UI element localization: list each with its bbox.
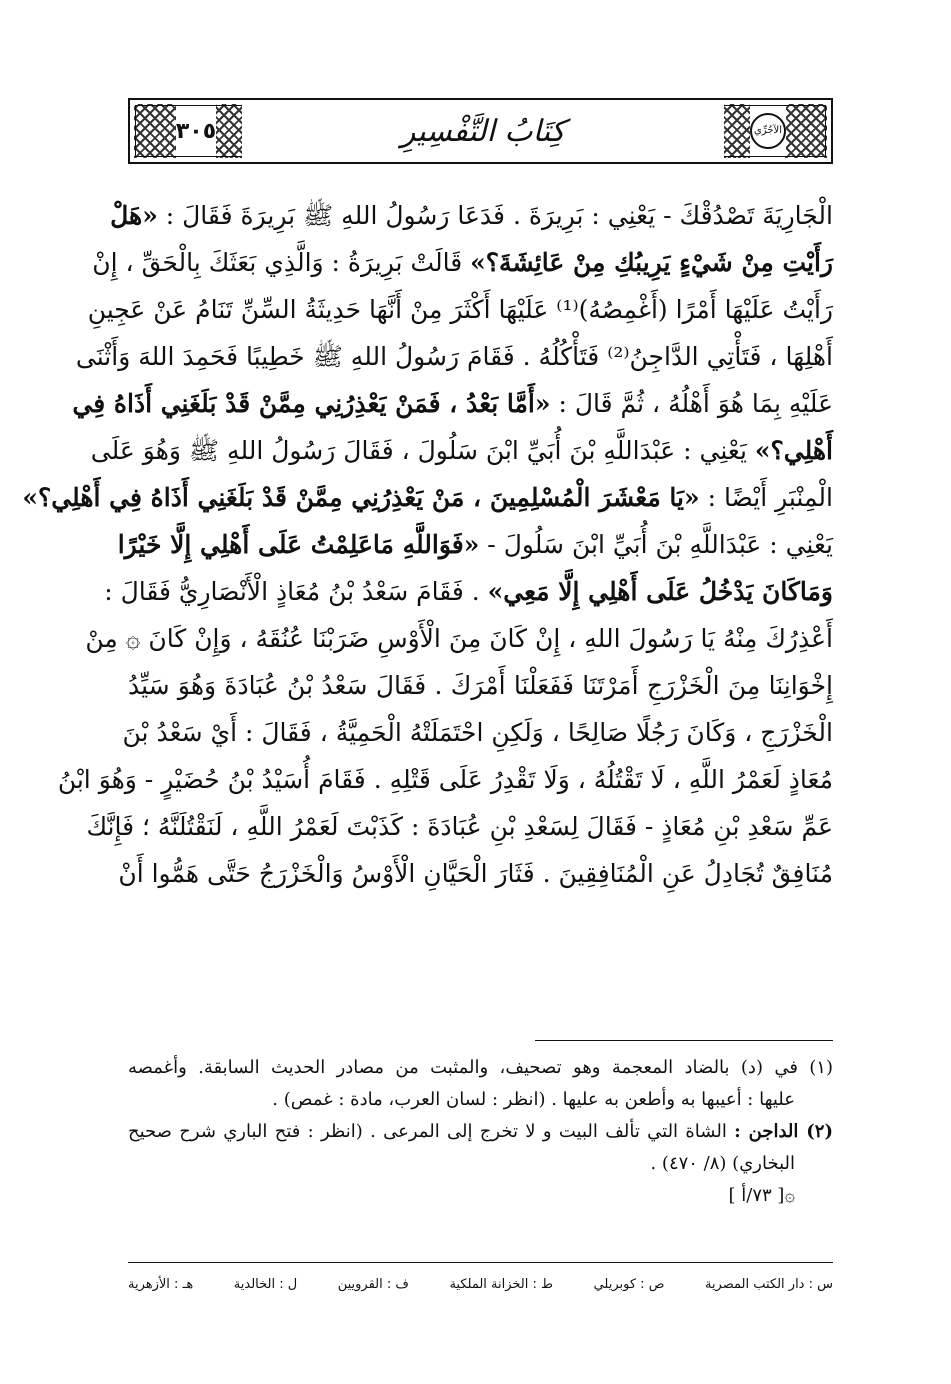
text-run: قَالَتْ بَرِيرَةُ : وَالَّذِي بَعَثَكَ بِالْحَقِّ ، إِنْ <box>92 248 471 277</box>
text-line <box>87 286 833 333</box>
text-line <box>117 521 833 568</box>
text-line <box>92 239 833 286</box>
book-title: كِتَابُ التَّفْسِيرِ <box>400 113 566 149</box>
book-title-box <box>242 104 724 158</box>
text-line <box>22 474 833 521</box>
hadith-quote: «أَمَّا بَعْدُ ، فَمَنْ يَعْذِرُنِي مِمَّنْ قَدْ بَلَغَنِي أَذَاهُ فِي <box>72 389 551 418</box>
manuscript-key-item: ص : كوبريلي <box>593 1277 665 1292</box>
text-line <box>75 333 833 380</box>
main-text-block <box>22 192 833 897</box>
text-run: مُنَافِقٌ تُجَادِلُ عَنِ الْمُنَافِقِينَ . فَثَارَ الْحَيَّانِ الْأَوْسُ وَالْخَزْرَجُ حَتَّى هَمُّوا أَنْ <box>118 859 833 888</box>
text-run: عَلَيْهِ بِمَا هُوَ أَهْلُهُ ، ثُمَّ قَالَ : <box>550 389 833 418</box>
footnote-1-line-1: (١) في (د) بالضاد المعجمة وهو تصحيف، والمثبت من مصادر الحديث السابقة. وأغمصه <box>128 1057 833 1078</box>
text-run: إِخْوَانِنَا مِنَ الْخَزْرَجِ أَمَرْتَنَا فَفَعَلْنَا أَمْرَكَ . فَقَالَ سَعْدُ بْنُ عُبَادَةَ وَهُوَ سَيِّدُ <box>128 671 833 700</box>
footnote-separator <box>535 1040 833 1041</box>
text-run: أَعْذِرُكَ مِنْهُ يَا رَسُولَ اللهِ ، إِنْ كَانَ مِنَ الْأَوْسِ ضَرَبْنَا عُنُقَهُ ، وَإِنْ كَانَ ۞ مِنْ <box>85 624 833 653</box>
text-run: أَهْلِهَا ، فَتَأْتِي الدَّاجِنُ⁽²⁾ فَتَأْكُلُهُ . فَقَامَ رَسُولُ اللهِ ﷺ خَطِيبًا فَحَمِدَ اللهَ وَأَثْنَى <box>75 342 833 371</box>
text-line <box>128 662 833 709</box>
text-line <box>90 427 833 474</box>
text-run: عَمِّ سَعْدِ بْنِ مُعَاذٍ - فَقَالَ لِسَعْدِ بْنِ عُبَادَةَ : كَذَبْتَ لَعَمْرُ اللَّهِ ، لَنَقْتُلَنَّهُ ؛ فَإِنَّكَ <box>86 812 833 841</box>
footnotes-block <box>128 1052 833 1212</box>
header-ornament-right <box>785 104 827 158</box>
header-ornament-left <box>134 104 176 158</box>
hadith-quote: أَهْلِي؟» <box>754 436 833 465</box>
manuscript-key-item: ط : الخزانة الملكية <box>449 1277 554 1292</box>
manuscript-key-item: ف : القرويين <box>337 1277 409 1292</box>
page-header <box>128 98 833 164</box>
text-line <box>118 850 833 897</box>
publisher-logo <box>750 106 786 156</box>
page-number: ٣٠٥ <box>175 118 217 144</box>
manuscript-key-item: هـ : الأزهرية <box>128 1277 194 1292</box>
text-line <box>85 615 833 662</box>
header-ornament-right-inner <box>724 104 750 158</box>
text-run: الْمِنْبَرِ أَيْضًا : <box>699 483 833 512</box>
text-run: . فَقَامَ سَعْدُ بْنُ مُعَاذٍ الْأَنْصَارِيُّ فَقَالَ : <box>104 577 488 606</box>
text-run: يَعْنِي : عَبْدَاللَّهِ بْنَ أُبَيِّ ابْنَ سَلُولَ - <box>479 530 833 559</box>
publisher-logo-text: الآجُرِّي <box>753 125 782 136</box>
footnote-2-line-1 <box>128 1116 833 1148</box>
text-line <box>57 756 833 803</box>
text-run: الْجَارِيَةَ تَصْدُقْكَ - يَعْنِي : بَرِيرَةَ . فَدَعَا رَسُولُ اللهِ ﷺ بَرِيرَةَ فَقَالَ : <box>157 201 833 230</box>
folio-marker: ۞[ ٧٣/أ ] <box>728 1185 795 1206</box>
manuscript-key <box>128 1272 833 1298</box>
text-line <box>86 803 833 850</box>
text-run: الْخَزْرَجِ ، وَكَانَ رَجُلًا صَالِحًا ، وَلَكِنِ احْتَمَلَتْهُ الْحَمِيَّةُ ، فَقَالَ : أَيْ سَعْدُ بْنَ <box>122 718 833 747</box>
text-line <box>104 568 833 615</box>
hadith-quote: «هَلْ <box>110 201 158 230</box>
hadith-quote: «يَا مَعْشَرَ الْمُسْلِمِينَ ، مَنْ يَعْذِرُنِي مِمَّنْ قَدْ بَلَغَنِي أَذَاهُ فِي أَهْلِي؟» <box>22 483 700 512</box>
text-line <box>122 709 833 756</box>
hadith-quote: رَأَيْتِ مِنْ شَيْءٍ يَرِيبُكِ مِنْ عَائِشَةَ؟» <box>470 248 833 277</box>
footnote-1-line-2: عليها : أعيبها به وأطعن به عليها . (انظر : لسان العرب، مادة : غمص) . <box>272 1089 795 1110</box>
key-separator <box>128 1262 833 1263</box>
page-number-box <box>176 108 216 154</box>
footnote-2-text: الشاة التي تألف البيت و لا تخرج إلى المرعى . (انظر : فتح الباري شرح صحيح <box>128 1121 735 1142</box>
header-ornament-left-inner <box>216 104 242 158</box>
text-run: يَعْنِي : عَبْدَاللَّهِ بْنَ أُبَيِّ ابْنَ سَلُولَ ، فَقَالَ رَسُولُ اللهِ ﷺ وَهُوَ عَلَى <box>90 436 755 465</box>
manuscript-key-item: س : دار الكتب المصرية <box>704 1277 833 1292</box>
text-run: رَأَيْتُ عَلَيْهَا أَمْرًا (أَغْمِصُهُ)⁽¹⁾ عَلَيْهَا أَكْثَرَ مِنْ أَنَّهَا حَدِيثَةُ السِّنِّ تَنَامُ عَنْ عَجِينِ <box>87 295 833 324</box>
hadith-quote: وَمَاكَانَ يَدْخُلُ عَلَى أَهْلِي إِلَّا مَعِي» <box>487 577 833 606</box>
manuscript-key-item: ل : الخالدية <box>233 1277 298 1292</box>
publisher-logo-emblem <box>750 113 786 149</box>
text-line <box>110 192 833 239</box>
footnote-2-line-2: البخاري) (٨/ ٤٧٠) . <box>650 1153 795 1174</box>
hadith-quote: «فَوَاللَّهِ مَاعَلِمْتُ عَلَى أَهْلِي إِلَّا خَيْرًا <box>117 530 480 559</box>
footnote-2-label: (٢) الداجن : <box>734 1121 833 1142</box>
text-run: مُعَاذٍ لَعَمْرُ اللَّهِ ، لَا تَقْتُلُهُ ، وَلَا تَقْدِرُ عَلَى قَتْلِهِ . فَقَامَ أُسَيْدُ بْنُ حُضَيْرٍ - وَهُوَ ابْنُ <box>57 765 833 794</box>
text-line <box>72 380 833 427</box>
